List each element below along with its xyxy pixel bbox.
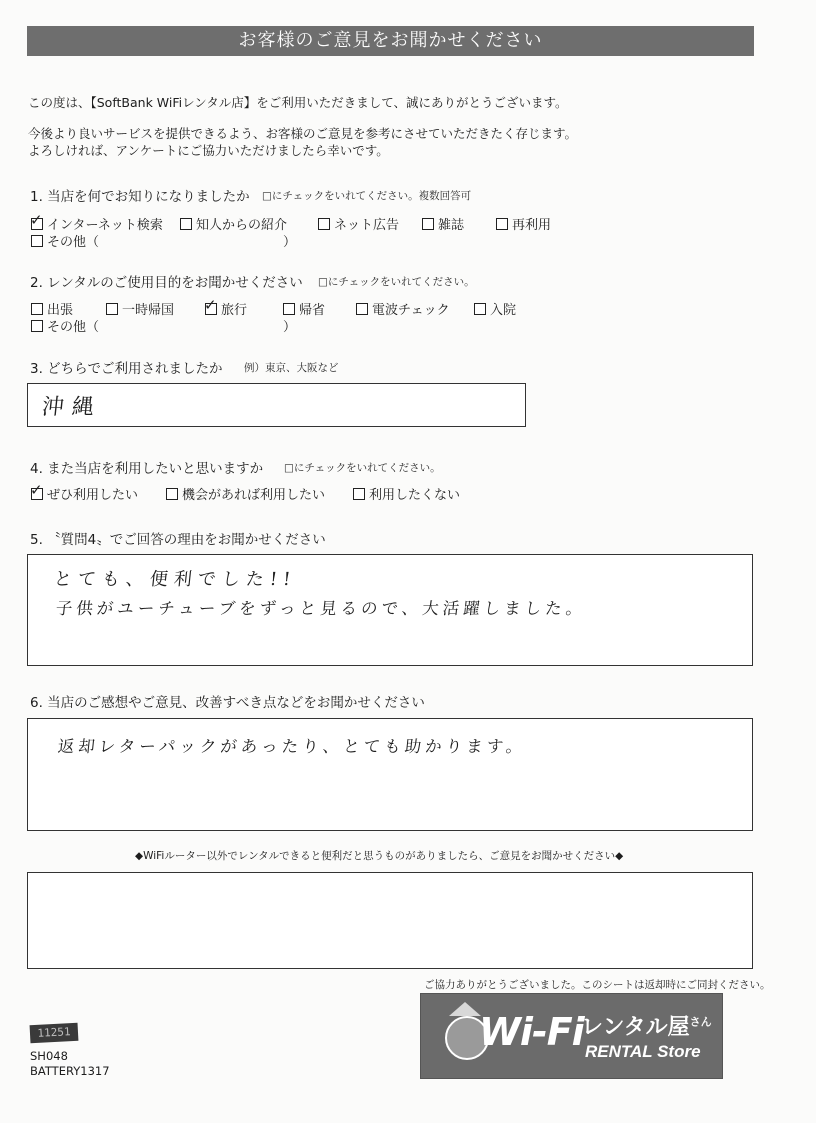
q5-answer-box[interactable] — [27, 554, 753, 666]
q1-other-close: ） — [283, 235, 297, 250]
q2-option-travel[interactable]: ✓ 旅行 — [205, 299, 247, 318]
q2-other-close: ） — [283, 320, 297, 335]
q4-option-definitely[interactable]: ✓ぜひ利用したい — [31, 484, 138, 503]
q2-option-other[interactable]: その他（ — [31, 316, 99, 335]
question-3-title: 3. どちらでご利用されましたか — [30, 361, 223, 377]
q4-option-if-chance[interactable]: 機会があれば利用したい — [166, 484, 325, 503]
device-code: SH048 — [30, 1049, 68, 1063]
checkbox-checked[interactable] — [31, 488, 43, 500]
checkbox[interactable] — [474, 303, 486, 315]
question-6-title: 6. 当店のご感想やご意見、改善すべき点などをお聞かせください — [30, 695, 425, 711]
serial-stamp: 11251 — [30, 1023, 79, 1043]
q5-handwritten-line-2: 子供がユーチューブをずっと見るので、大活躍しました。 — [54, 599, 588, 618]
logo-english-text: RENTAL Store — [585, 1042, 701, 1061]
q1-option-net-ad[interactable]: ネット広告 — [318, 214, 399, 233]
q3-answer-box[interactable] — [27, 383, 526, 427]
question-1-title: 1. 当店を何でお知りになりましたか — [30, 189, 250, 205]
question-2-note: □にチェックをいれてください。 — [318, 276, 475, 288]
survey-title-banner: お客様のご意見をお聞かせください — [27, 26, 754, 56]
checkbox[interactable] — [31, 320, 43, 332]
checkbox[interactable] — [318, 218, 330, 230]
q6-answer-box[interactable] — [27, 718, 753, 831]
q2-option-signal-check[interactable]: 電波チェック — [356, 299, 450, 318]
logo-japanese-text: レンタル屋$^{さん}$ — [581, 1015, 712, 1040]
checkbox[interactable] — [356, 303, 368, 315]
checkbox[interactable] — [283, 303, 295, 315]
q3-handwritten-answer: 沖縄 — [40, 395, 104, 420]
checkbox[interactable] — [496, 218, 508, 230]
question-5-title: 5. 〝質問4〟でご回答の理由をお聞かせください — [30, 532, 326, 548]
wifi-rental-store-logo — [420, 993, 723, 1079]
question-7-title: ◆WiFiルーター以外でレンタルできると便利だと思うものがありましたら、ご意見をお聞かせください◆ — [135, 850, 624, 862]
q1-option-referral[interactable]: 知人からの紹介 — [180, 214, 287, 233]
question-4-note: □にチェックをいれてください。 — [284, 462, 441, 474]
q6-handwritten-answer: 返却レターパックがあったり、とても助かります。 — [56, 737, 528, 756]
q5-handwritten-line-1: とても、便利でした!! — [52, 569, 298, 590]
checkbox[interactable] — [106, 303, 118, 315]
question-3-note: 例）東京、大阪など — [244, 362, 339, 374]
q2-option-hospital[interactable]: 入院 — [474, 299, 516, 318]
q1-option-other[interactable]: その他（ — [31, 231, 99, 250]
q1-option-internet-search[interactable]: ✓インターネット検索 — [31, 214, 163, 233]
checkbox[interactable] — [166, 488, 178, 500]
question-1-note: □にチェックをいれてください。複数回答可 — [262, 190, 472, 202]
checkbox-checked[interactable] — [31, 218, 43, 230]
battery-code: BATTERY1317 — [30, 1064, 110, 1078]
intro-line-2: 今後より良いサービスを提供できるよう、お客様のご意見を参考にさせていただきたく存じます。 — [28, 126, 578, 141]
checkbox-checked[interactable] — [205, 303, 217, 315]
checkbox[interactable] — [422, 218, 434, 230]
question-4-title: 4. また当店を利用したいと思いますか — [30, 461, 264, 477]
q2-option-homecoming[interactable]: 帰省 — [283, 299, 325, 318]
logo-wifi-text: Wi-Fi — [479, 1010, 584, 1054]
logo-san-text: さん — [689, 1015, 712, 1029]
question-2-title: 2. レンタルのご使用目的をお聞かせください — [30, 275, 303, 291]
footer-thanks: ご協力ありがとうございました。このシートは返却時にご同封ください。 — [424, 979, 771, 991]
crown-icon — [449, 1002, 481, 1016]
q1-option-magazine[interactable]: 雑誌 — [422, 214, 464, 233]
checkbox[interactable] — [180, 218, 192, 230]
intro-line-3: よろしければ、アンケートにご協力いただけましたら幸いです。 — [28, 143, 389, 158]
q1-option-reuse[interactable]: 再利用 — [496, 214, 551, 233]
intro-line-1: この度は、【SoftBank WiFiレンタル店】をご利用いただきまして、誠にありがとうございます。 — [28, 95, 568, 110]
q4-option-no[interactable]: 利用したくない — [353, 484, 460, 503]
checkbox[interactable] — [353, 488, 365, 500]
checkbox[interactable] — [31, 235, 43, 247]
q2-option-business[interactable]: 出張 — [31, 299, 73, 318]
q7-answer-box[interactable] — [27, 872, 753, 969]
q2-option-home-visit[interactable]: 一時帰国 — [106, 299, 174, 318]
checkbox[interactable] — [31, 303, 43, 315]
